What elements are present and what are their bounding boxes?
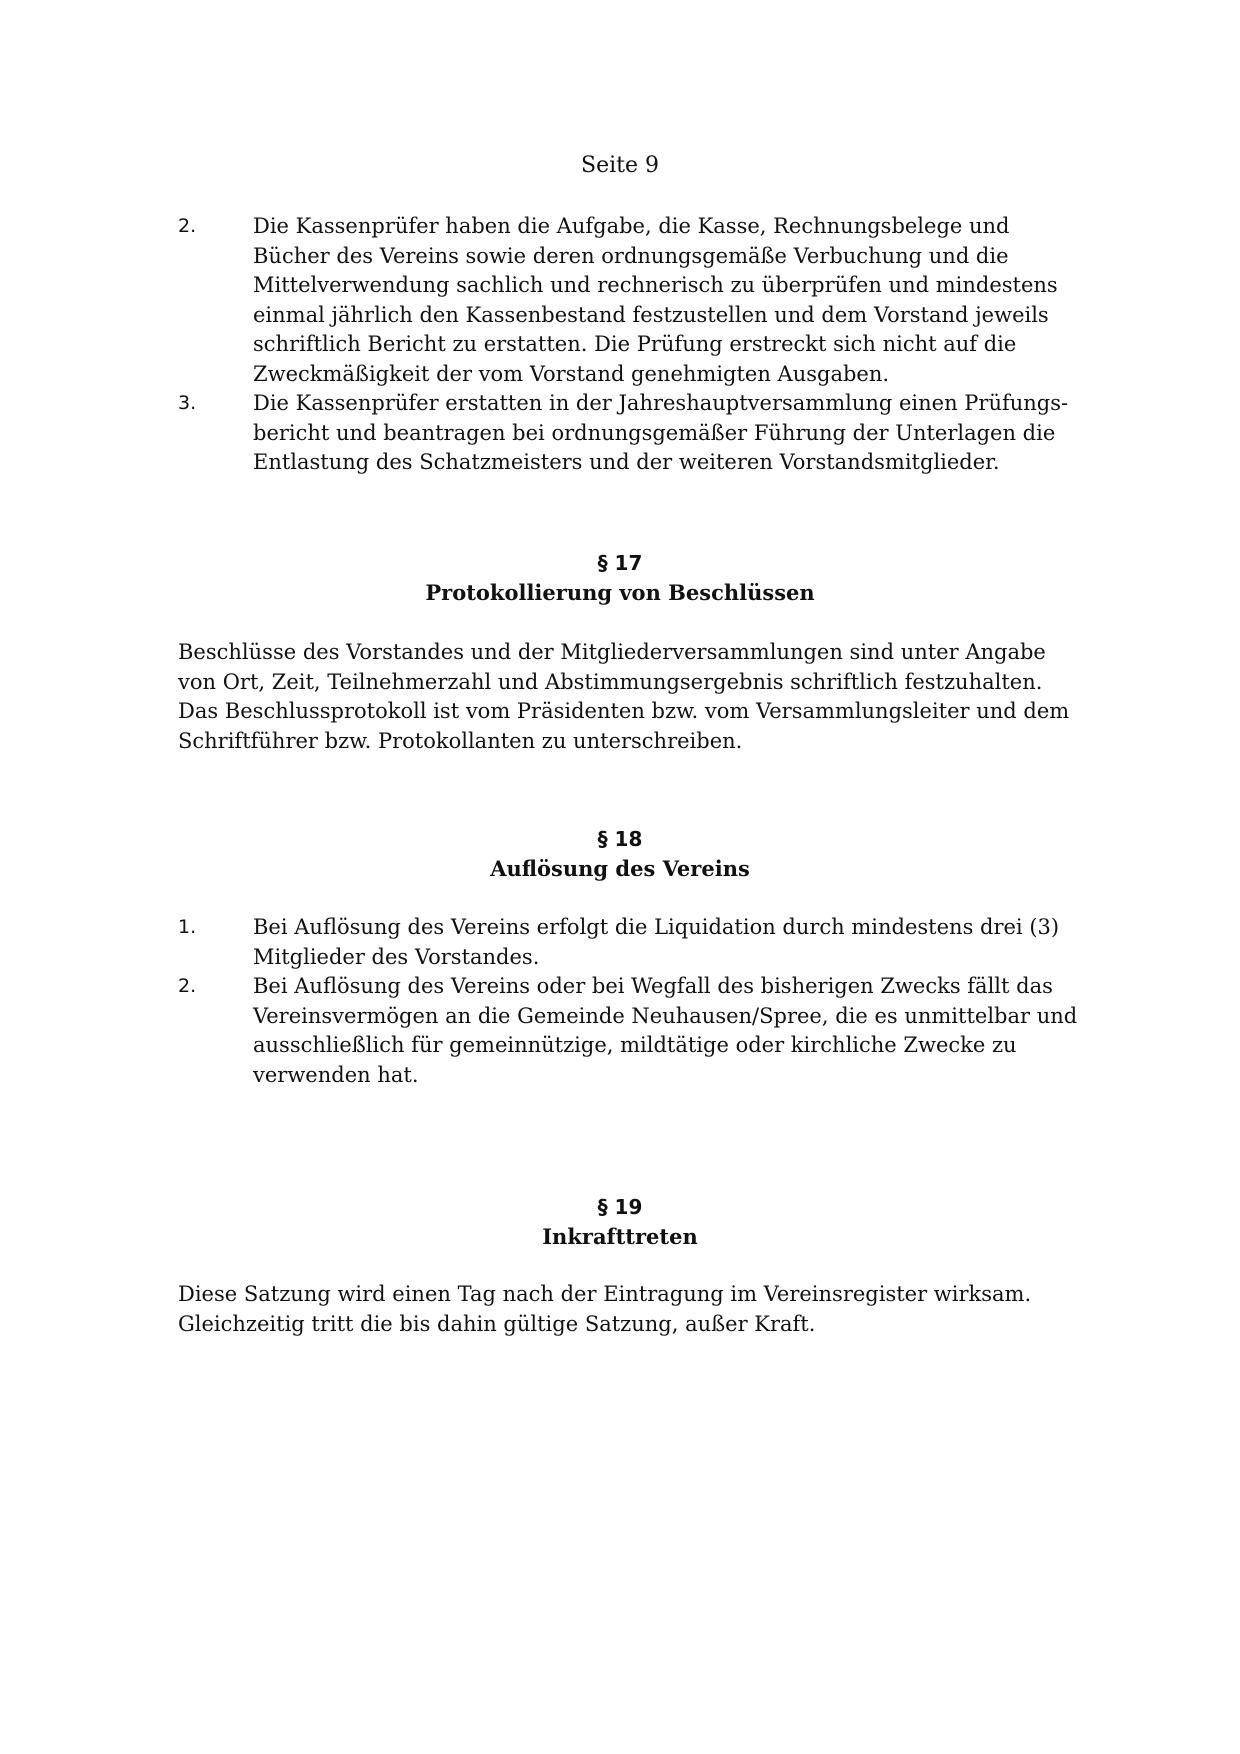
section17-heading	[0, 548, 1240, 608]
list-item	[178, 913, 1078, 972]
section17-body	[178, 638, 1078, 756]
item-text: Bei Auflösung des Vereins erfolgt die Liquidation durch mindestens drei (3) Mitglieder des Vorstandes.	[253, 915, 1060, 969]
paragraph-line: Das Beschlussprotokoll ist vom Präsidenten bzw. vom Versammlungsleiter und dem Schriftführer bzw. Protokollanten zu unterschreiben.	[178, 699, 1070, 753]
list-item	[178, 972, 1078, 1090]
section-title: Inkrafttreten	[542, 1224, 698, 1249]
item-number: 2.	[178, 975, 197, 997]
section-title: Auflösung des Vereins	[490, 856, 750, 881]
section-number: § 19	[597, 1195, 643, 1219]
item-number: 3.	[178, 392, 197, 414]
section-title: Protokollierung von Beschlüssen	[425, 580, 815, 605]
list-item	[178, 212, 1078, 389]
section18-heading	[0, 824, 1240, 884]
section18-list	[178, 913, 1078, 1090]
paragraph-line: Beschlüsse des Vorstandes und der Mitgliederversammlungen sind unter Angabe von Ort, Zeit, Teilnehmerzahl und Abstimmungsergebnis schriftlich festzuhalten.	[178, 640, 1046, 694]
list-item	[178, 389, 1078, 478]
item-text: Die Kassenprüfer haben die Aufgabe, die Kasse, Rechnungsbelege und Bücher des Vereins sowie deren ordnungsgemäße Verbuchung und die Mittelverwendung sachlich und rechnerisch zu überprüfen und mindestens einmal jährlich den Kassenbestand festzustellen und dem Vorstand jeweils schriftlich Bericht zu erstatten. Die Prüfung erstreckt sich nicht auf die Zweckmäßigkeit der vom Vorstand genehmigten Ausgaben.	[253, 214, 1058, 386]
section19-body	[178, 1280, 1078, 1339]
section-number: § 17	[597, 551, 643, 575]
item-text: Bei Auflösung des Vereins oder bei Wegfall des bisherigen Zwecks fällt das Vereinsvermögen an die Gemeinde Neuhausen/Spree, die es unmittelbar und ausschließlich für gemeinnützige, mildtätige oder kirchliche Zwecke zu verwenden hat.	[253, 974, 1078, 1087]
item-number: 2.	[178, 215, 197, 237]
paragraph-line: Gleichzeitig tritt die bis dahin gültige Satzung, außer Kraft.	[178, 1311, 816, 1336]
section16-list	[178, 212, 1078, 478]
item-number: 1.	[178, 916, 197, 938]
page-number: Seite 9	[581, 153, 659, 178]
item-text: Die Kassenprüfer erstatten in der Jahreshauptversammlung einen Prüfungs-bericht und beantragen bei ordnungsgemäßer Führung der Unterlagen die Entlastung des Schatzmeisters und der weiteren Vorstandsmitglieder.	[253, 391, 1069, 474]
paragraph-line: Diese Satzung wird einen Tag nach der Eintragung im Vereinsregister wirksam.	[178, 1282, 1032, 1306]
section-number: § 18	[597, 827, 643, 851]
section19-heading	[0, 1192, 1240, 1252]
